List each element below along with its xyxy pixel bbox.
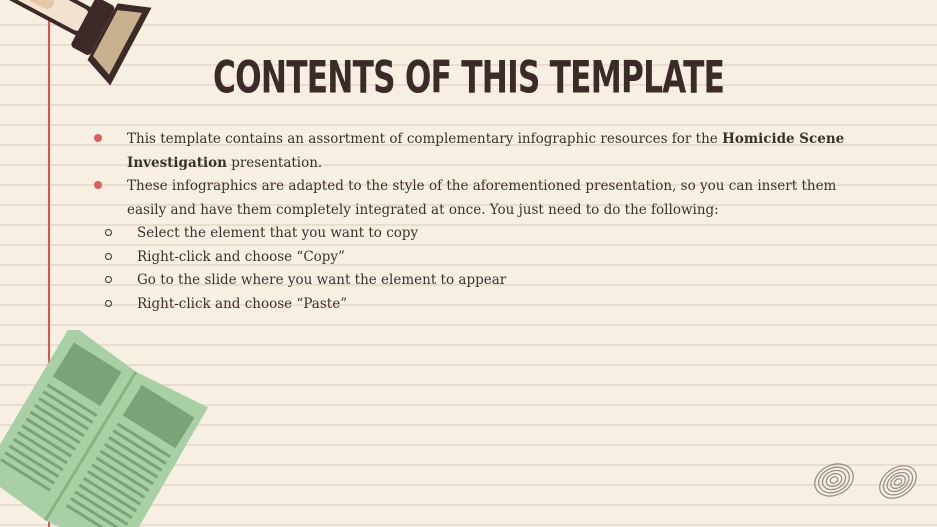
sub-bullet-circle xyxy=(105,229,112,236)
bullet-dot xyxy=(94,181,102,189)
steps-list xyxy=(90,222,850,316)
list-item xyxy=(90,222,850,246)
list-item xyxy=(90,175,850,316)
bullet-text: This template contains an assortment of complementary infographic resources for the xyxy=(127,131,723,147)
step-text: Right-click and choose “Paste” xyxy=(137,295,348,312)
step-text: Go to the slide where you want the element to appear xyxy=(137,272,507,288)
sub-bullet-circle xyxy=(105,300,112,307)
step-text: Right-click and choose “Copy” xyxy=(137,248,345,265)
list-item xyxy=(90,269,850,293)
bullet-bold-text: Homicide Scene Investigation xyxy=(127,131,845,171)
newspaper-icon xyxy=(0,330,210,527)
page-title: CONTENTS OF THIS TEMPLATE xyxy=(213,52,725,104)
bullet-text: These infographics are adapted to the style of the aforementioned presentation, so you can insert them easily and have them completely integrated at once. You just need to do the following: xyxy=(127,178,837,218)
sub-bullet-circle xyxy=(105,276,112,283)
list-item xyxy=(90,246,850,270)
list-item xyxy=(90,293,850,317)
bullet-text: presentation. xyxy=(226,154,323,171)
sub-bullet-circle xyxy=(105,253,112,260)
fingerprints-icon xyxy=(808,452,928,512)
bullet-dot xyxy=(94,134,102,142)
content-list xyxy=(90,128,850,316)
list-item xyxy=(90,128,850,175)
step-text: Select the element that you want to copy xyxy=(137,225,419,241)
